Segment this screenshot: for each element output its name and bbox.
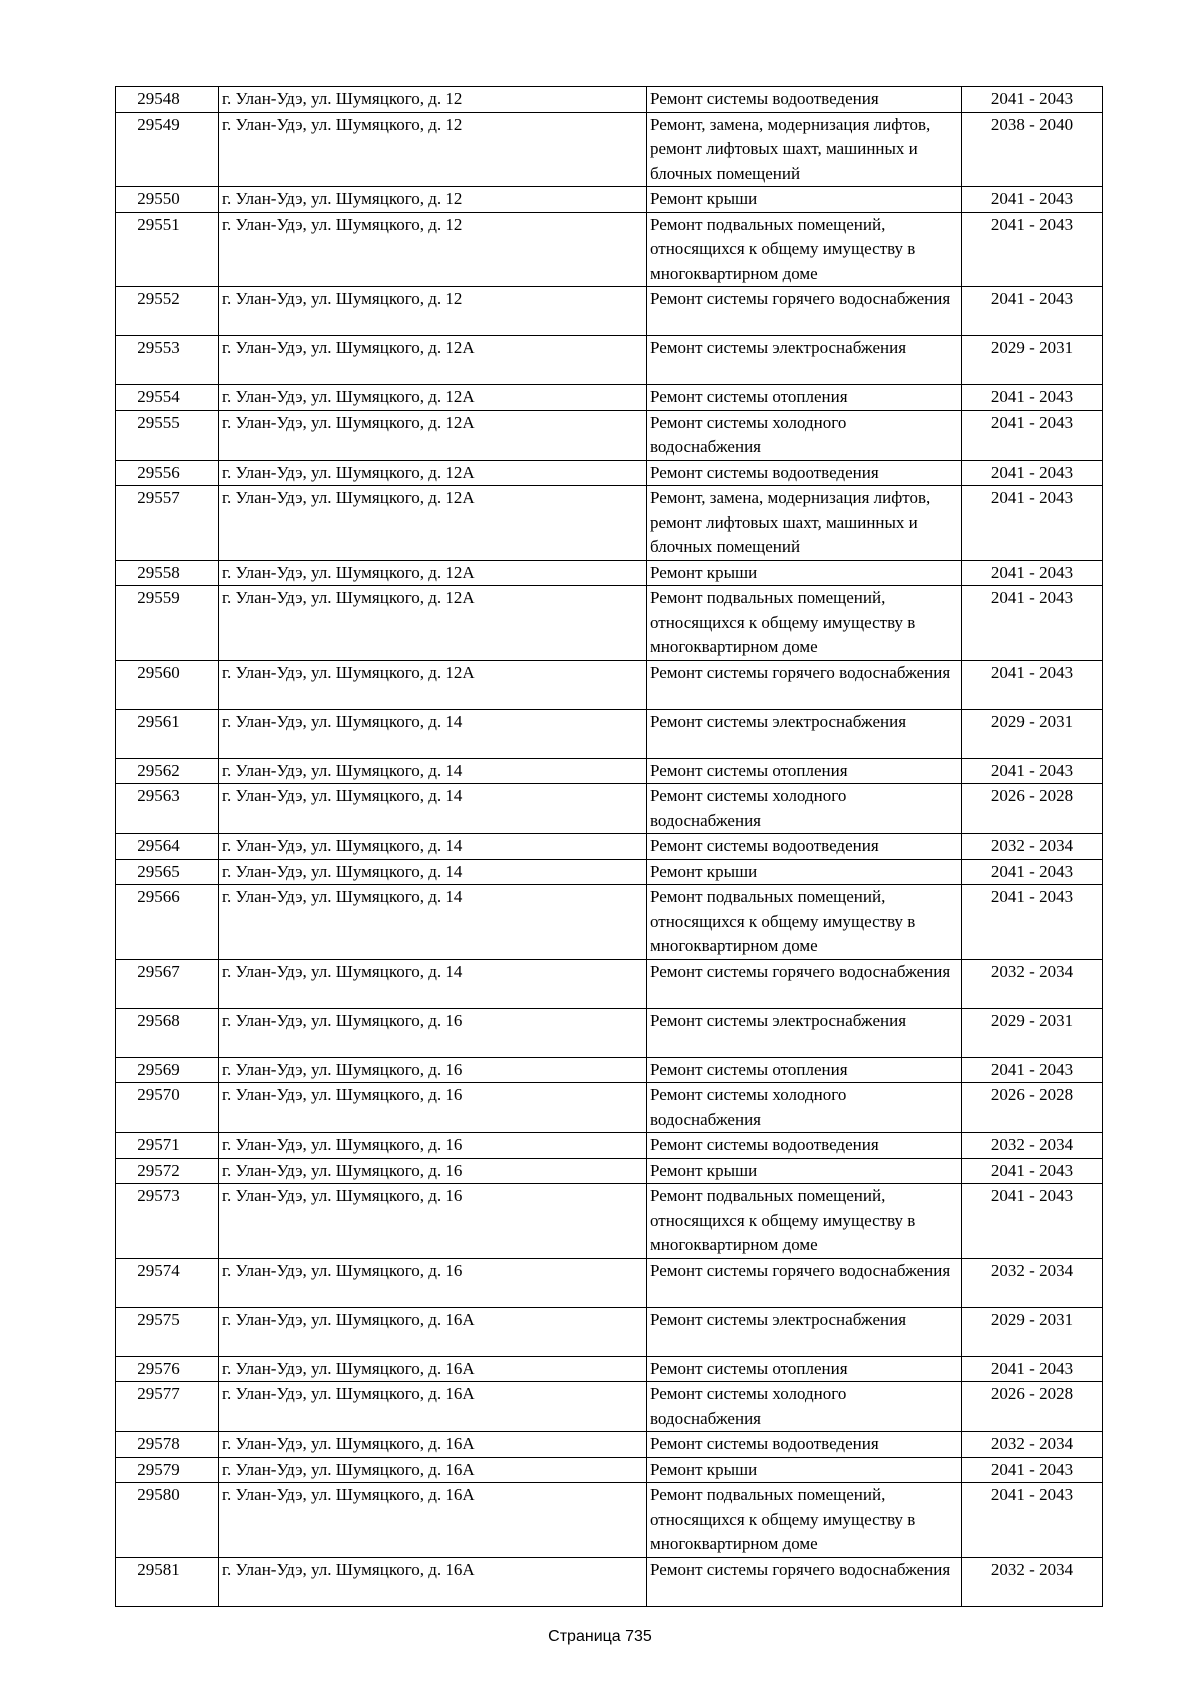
work-type-cell: Ремонт системы электроснабжения — [647, 336, 962, 385]
table-row — [116, 187, 1103, 213]
work-type-cell: Ремонт системы горячего водоснабжения — [647, 1258, 962, 1307]
period-cell: 2032 - 2034 — [962, 1258, 1103, 1307]
period-cell: 2041 - 2043 — [962, 1356, 1103, 1382]
row-id-cell: 29553 — [116, 336, 219, 385]
table-row — [116, 660, 1103, 709]
row-id-cell: 29549 — [116, 112, 219, 187]
repair-schedule-table — [115, 86, 1103, 1607]
address-cell: г. Улан-Удэ, ул. Шумяцкого, д. 12А — [219, 385, 647, 411]
address-cell: г. Улан-Удэ, ул. Шумяцкого, д. 12 — [219, 187, 647, 213]
table-row — [116, 885, 1103, 960]
period-cell: 2038 - 2040 — [962, 112, 1103, 187]
address-cell: г. Улан-Удэ, ул. Шумяцкого, д. 14 — [219, 784, 647, 834]
table-row — [116, 834, 1103, 860]
period-cell: 2041 - 2043 — [962, 460, 1103, 486]
address-cell: г. Улан-Удэ, ул. Шумяцкого, д. 16А — [219, 1432, 647, 1458]
table-row — [116, 1057, 1103, 1083]
period-cell: 2041 - 2043 — [962, 486, 1103, 561]
row-id-cell: 29576 — [116, 1356, 219, 1382]
work-type-cell: Ремонт, замена, модернизация лифтов, ремонт лифтовых шахт, машинных и блочных помещений — [647, 112, 962, 187]
address-cell: г. Улан-Удэ, ул. Шумяцкого, д. 12А — [219, 486, 647, 561]
address-cell: г. Улан-Удэ, ул. Шумяцкого, д. 16А — [219, 1483, 647, 1558]
address-cell: г. Улан-Удэ, ул. Шумяцкого, д. 16 — [219, 1008, 647, 1057]
table-row — [116, 784, 1103, 834]
row-id-cell: 29566 — [116, 885, 219, 960]
period-cell: 2029 - 2031 — [962, 1008, 1103, 1057]
work-type-cell: Ремонт системы водоотведения — [647, 1133, 962, 1159]
row-id-cell: 29550 — [116, 187, 219, 213]
address-cell: г. Улан-Удэ, ул. Шумяцкого, д. 14 — [219, 709, 647, 758]
period-cell: 2026 - 2028 — [962, 784, 1103, 834]
work-type-cell: Ремонт системы отопления — [647, 1356, 962, 1382]
address-cell: г. Улан-Удэ, ул. Шумяцкого, д. 16А — [219, 1307, 647, 1356]
row-id-cell: 29564 — [116, 834, 219, 860]
address-cell: г. Улан-Удэ, ул. Шумяцкого, д. 14 — [219, 758, 647, 784]
period-cell: 2041 - 2043 — [962, 212, 1103, 287]
period-cell: 2041 - 2043 — [962, 1457, 1103, 1483]
address-cell: г. Улан-Удэ, ул. Шумяцкого, д. 12А — [219, 460, 647, 486]
address-cell: г. Улан-Удэ, ул. Шумяцкого, д. 16А — [219, 1557, 647, 1606]
work-type-cell: Ремонт системы водоотведения — [647, 1432, 962, 1458]
period-cell: 2032 - 2034 — [962, 1432, 1103, 1458]
address-cell: г. Улан-Удэ, ул. Шумяцкого, д. 12А — [219, 560, 647, 586]
row-id-cell: 29561 — [116, 709, 219, 758]
address-cell: г. Улан-Удэ, ул. Шумяцкого, д. 12 — [219, 212, 647, 287]
table-row — [116, 87, 1103, 113]
table-row — [116, 586, 1103, 661]
table-row — [116, 1083, 1103, 1133]
row-id-cell: 29559 — [116, 586, 219, 661]
work-type-cell: Ремонт системы холодного водоснабжения — [647, 1382, 962, 1432]
row-id-cell: 29551 — [116, 212, 219, 287]
table-row — [116, 112, 1103, 187]
work-type-cell: Ремонт крыши — [647, 859, 962, 885]
period-cell: 2041 - 2043 — [962, 560, 1103, 586]
row-id-cell: 29579 — [116, 1457, 219, 1483]
row-id-cell: 29569 — [116, 1057, 219, 1083]
table-body — [116, 87, 1103, 1607]
address-cell: г. Улан-Удэ, ул. Шумяцкого, д. 16А — [219, 1457, 647, 1483]
work-type-cell: Ремонт системы электроснабжения — [647, 1008, 962, 1057]
address-cell: г. Улан-Удэ, ул. Шумяцкого, д. 16А — [219, 1356, 647, 1382]
row-id-cell: 29574 — [116, 1258, 219, 1307]
address-cell: г. Улан-Удэ, ул. Шумяцкого, д. 12А — [219, 410, 647, 460]
table-row — [116, 410, 1103, 460]
row-id-cell: 29578 — [116, 1432, 219, 1458]
work-type-cell: Ремонт системы горячего водоснабжения — [647, 1557, 962, 1606]
row-id-cell: 29573 — [116, 1184, 219, 1259]
work-type-cell: Ремонт системы горячего водоснабжения — [647, 287, 962, 336]
period-cell: 2032 - 2034 — [962, 959, 1103, 1008]
work-type-cell: Ремонт системы водоотведения — [647, 460, 962, 486]
row-id-cell: 29568 — [116, 1008, 219, 1057]
work-type-cell: Ремонт системы холодного водоснабжения — [647, 1083, 962, 1133]
period-cell: 2041 - 2043 — [962, 1483, 1103, 1558]
table-row — [116, 1258, 1103, 1307]
table-row — [116, 336, 1103, 385]
period-cell: 2041 - 2043 — [962, 385, 1103, 411]
row-id-cell: 29567 — [116, 959, 219, 1008]
period-cell: 2032 - 2034 — [962, 1133, 1103, 1159]
period-cell: 2041 - 2043 — [962, 885, 1103, 960]
page-number: Страница 735 — [548, 1628, 652, 1645]
address-cell: г. Улан-Удэ, ул. Шумяцкого, д. 16 — [219, 1057, 647, 1083]
table-row — [116, 1184, 1103, 1259]
row-id-cell: 29575 — [116, 1307, 219, 1356]
row-id-cell: 29548 — [116, 87, 219, 113]
row-id-cell: 29571 — [116, 1133, 219, 1159]
table-row — [116, 758, 1103, 784]
address-cell: г. Улан-Удэ, ул. Шумяцкого, д. 16 — [219, 1184, 647, 1259]
address-cell: г. Улан-Удэ, ул. Шумяцкого, д. 12А — [219, 660, 647, 709]
address-cell: г. Улан-Удэ, ул. Шумяцкого, д. 16 — [219, 1133, 647, 1159]
table-row — [116, 709, 1103, 758]
row-id-cell: 29556 — [116, 460, 219, 486]
table-row — [116, 1133, 1103, 1159]
work-type-cell: Ремонт системы холодного водоснабжения — [647, 784, 962, 834]
work-type-cell: Ремонт крыши — [647, 187, 962, 213]
table-row — [116, 460, 1103, 486]
table-row — [116, 287, 1103, 336]
period-cell: 2026 - 2028 — [962, 1382, 1103, 1432]
row-id-cell: 29558 — [116, 560, 219, 586]
row-id-cell: 29577 — [116, 1382, 219, 1432]
work-type-cell: Ремонт подвальных помещений, относящихся к общему имуществу в многоквартирном доме — [647, 586, 962, 661]
table-row — [116, 486, 1103, 561]
address-cell: г. Улан-Удэ, ул. Шумяцкого, д. 16 — [219, 1258, 647, 1307]
table-row — [116, 1158, 1103, 1184]
table-row — [116, 385, 1103, 411]
table-row — [116, 1356, 1103, 1382]
period-cell: 2041 - 2043 — [962, 660, 1103, 709]
table-row — [116, 959, 1103, 1008]
table-row — [116, 859, 1103, 885]
table-row — [116, 1382, 1103, 1432]
work-type-cell: Ремонт системы водоотведения — [647, 87, 962, 113]
table-row — [116, 1432, 1103, 1458]
row-id-cell: 29557 — [116, 486, 219, 561]
work-type-cell: Ремонт подвальных помещений, относящихся к общему имуществу в многоквартирном доме — [647, 1483, 962, 1558]
work-type-cell: Ремонт подвальных помещений, относящихся к общему имуществу в многоквартирном доме — [647, 212, 962, 287]
period-cell: 2041 - 2043 — [962, 859, 1103, 885]
period-cell: 2041 - 2043 — [962, 1184, 1103, 1259]
address-cell: г. Улан-Удэ, ул. Шумяцкого, д. 16 — [219, 1083, 647, 1133]
address-cell: г. Улан-Удэ, ул. Шумяцкого, д. 12А — [219, 336, 647, 385]
work-type-cell: Ремонт системы отопления — [647, 1057, 962, 1083]
period-cell: 2041 - 2043 — [962, 1057, 1103, 1083]
work-type-cell: Ремонт крыши — [647, 560, 962, 586]
row-id-cell: 29563 — [116, 784, 219, 834]
period-cell: 2029 - 2031 — [962, 336, 1103, 385]
period-cell: 2041 - 2043 — [962, 758, 1103, 784]
period-cell: 2029 - 2031 — [962, 709, 1103, 758]
period-cell: 2026 - 2028 — [962, 1083, 1103, 1133]
table-row — [116, 1557, 1103, 1606]
row-id-cell: 29565 — [116, 859, 219, 885]
work-type-cell: Ремонт крыши — [647, 1457, 962, 1483]
period-cell: 2041 - 2043 — [962, 586, 1103, 661]
address-cell: г. Улан-Удэ, ул. Шумяцкого, д. 16 — [219, 1158, 647, 1184]
address-cell: г. Улан-Удэ, ул. Шумяцкого, д. 12 — [219, 87, 647, 113]
row-id-cell: 29554 — [116, 385, 219, 411]
row-id-cell: 29580 — [116, 1483, 219, 1558]
table-row — [116, 1483, 1103, 1558]
period-cell: 2041 - 2043 — [962, 287, 1103, 336]
table-row — [116, 1457, 1103, 1483]
work-type-cell: Ремонт крыши — [647, 1158, 962, 1184]
period-cell: 2032 - 2034 — [962, 834, 1103, 860]
work-type-cell: Ремонт подвальных помещений, относящихся к общему имуществу в многоквартирном доме — [647, 885, 962, 960]
period-cell: 2041 - 2043 — [962, 1158, 1103, 1184]
period-cell: 2032 - 2034 — [962, 1557, 1103, 1606]
period-cell: 2041 - 2043 — [962, 187, 1103, 213]
period-cell: 2041 - 2043 — [962, 410, 1103, 460]
address-cell: г. Улан-Удэ, ул. Шумяцкого, д. 14 — [219, 834, 647, 860]
work-type-cell: Ремонт системы отопления — [647, 758, 962, 784]
row-id-cell: 29552 — [116, 287, 219, 336]
work-type-cell: Ремонт системы горячего водоснабжения — [647, 660, 962, 709]
row-id-cell: 29555 — [116, 410, 219, 460]
row-id-cell: 29570 — [116, 1083, 219, 1133]
work-type-cell: Ремонт системы водоотведения — [647, 834, 962, 860]
table-row — [116, 560, 1103, 586]
period-cell: 2029 - 2031 — [962, 1307, 1103, 1356]
table-row — [116, 212, 1103, 287]
address-cell: г. Улан-Удэ, ул. Шумяцкого, д. 14 — [219, 885, 647, 960]
address-cell: г. Улан-Удэ, ул. Шумяцкого, д. 16А — [219, 1382, 647, 1432]
row-id-cell: 29562 — [116, 758, 219, 784]
work-type-cell: Ремонт системы электроснабжения — [647, 1307, 962, 1356]
address-cell: г. Улан-Удэ, ул. Шумяцкого, д. 14 — [219, 859, 647, 885]
work-type-cell: Ремонт системы холодного водоснабжения — [647, 410, 962, 460]
row-id-cell: 29572 — [116, 1158, 219, 1184]
address-cell: г. Улан-Удэ, ул. Шумяцкого, д. 12 — [219, 287, 647, 336]
address-cell: г. Улан-Удэ, ул. Шумяцкого, д. 14 — [219, 959, 647, 1008]
work-type-cell: Ремонт системы горячего водоснабжения — [647, 959, 962, 1008]
row-id-cell: 29581 — [116, 1557, 219, 1606]
work-type-cell: Ремонт системы электроснабжения — [647, 709, 962, 758]
table-row — [116, 1307, 1103, 1356]
row-id-cell: 29560 — [116, 660, 219, 709]
address-cell: г. Улан-Удэ, ул. Шумяцкого, д. 12 — [219, 112, 647, 187]
period-cell: 2041 - 2043 — [962, 87, 1103, 113]
work-type-cell: Ремонт системы отопления — [647, 385, 962, 411]
work-type-cell: Ремонт, замена, модернизация лифтов, ремонт лифтовых шахт, машинных и блочных помещений — [647, 486, 962, 561]
address-cell: г. Улан-Удэ, ул. Шумяцкого, д. 12А — [219, 586, 647, 661]
table-row — [116, 1008, 1103, 1057]
work-type-cell: Ремонт подвальных помещений, относящихся к общему имуществу в многоквартирном доме — [647, 1184, 962, 1259]
